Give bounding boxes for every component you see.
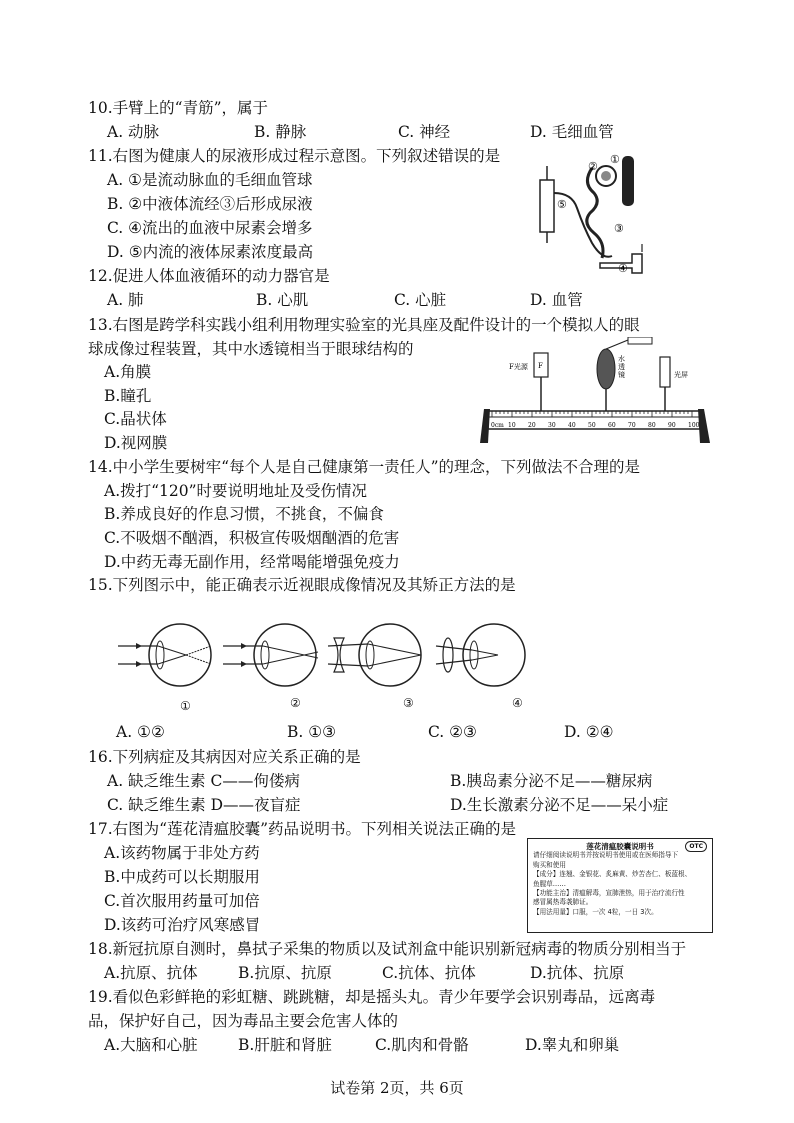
leaflet-line-7: 【用法用量】口服，一次 4粒，一日 3次。: [533, 907, 658, 916]
label-5: ⑤: [557, 198, 567, 211]
ruler-tick-label: 90: [668, 422, 676, 429]
eye-diagram-1: [118, 624, 211, 686]
leaflet-line-6: 感冒属热毒袭肺证。: [533, 898, 593, 907]
question-19-stem-line1: 19.看似色彩鲜艳的彩虹糖、跳跳糖，却是摇头丸。青少年要学会识别毒品，远离毒: [88, 988, 656, 1006]
ruler-tick-label: 100: [688, 422, 700, 429]
q19-option-b: B.肝脏和肾脏: [238, 1036, 332, 1054]
question-11-stem: 11.右图为健康人的尿液形成过程示意图。下列叙述错误的是: [88, 147, 501, 165]
question-12-stem: 12.促进人体血液循环的动力器官是: [88, 267, 330, 285]
label-3: ③: [614, 222, 624, 235]
ruler-tick-label: 30: [548, 422, 556, 429]
q15-option-c: C. ②③: [428, 723, 477, 741]
leaflet-line-5: 【功能主治】清瘟解毒，宣肺泄热，用于治疗流行性: [533, 889, 685, 898]
otc-badge: OTC: [685, 841, 707, 852]
eye-label-3: ③: [403, 696, 414, 710]
question-13-stem-line2: 球成像过程装置，其中水透镜相当于眼球结构的: [88, 340, 414, 358]
q12-option-c: C. 心脏: [394, 291, 447, 309]
q18-option-b: B.抗原、抗原: [238, 964, 332, 982]
q11-option-a: A. ①是流动脉血的毛细血管球: [107, 171, 313, 189]
q18-option-a: A.抗原、抗体: [104, 964, 198, 982]
q14-option-d: D.中药无毒无副作用，经常喝能增强免疫力: [104, 553, 400, 571]
q10-option-b: B. 静脉: [254, 123, 307, 141]
question-18-stem: 18.新冠抗原自测时，鼻拭子采集的物质以及试剂盒中能识别新冠病毒的物质分别相当于: [88, 940, 687, 958]
q17-option-b: B.中成药可以长期服用: [104, 868, 260, 886]
question-14-stem: 14.中小学生要树牢“每个人是自己健康第一责任人”的理念，下列做法不合理的是: [88, 458, 641, 476]
eye-label-4: ④: [512, 696, 523, 710]
q13-option-b: B.瞳孔: [104, 387, 152, 405]
q12-option-d: D. 血管: [530, 291, 583, 309]
f-label: F: [538, 362, 543, 370]
q10-option-d: D. 毛细血管: [530, 123, 614, 141]
ruler-start-label: 0cm: [491, 422, 504, 429]
question-19-stem-line2: 品，保护好自己，因为毒品主要会危害人体的: [88, 1012, 399, 1030]
water-lens-label: 水透镜: [618, 355, 625, 379]
q15-option-a: A. ①②: [116, 723, 165, 741]
q15-option-b: B. ①③: [287, 723, 337, 741]
q11-option-b: B. ②中液体流经③后形成尿液: [107, 195, 313, 213]
question-17-stem: 17.右图为“莲花清瘟胶囊”药品说明书。下列相关说法正确的是: [88, 820, 517, 838]
q13-option-c: C.晶状体: [104, 410, 167, 428]
q17-option-a: A.该药物属于非处方药: [104, 844, 260, 862]
q16-option-d: D.生长激素分泌不足——呆小症: [450, 796, 669, 814]
q18-option-d: D.抗体、抗原: [530, 964, 625, 982]
q11-option-d: D. ⑤内流的液体尿素浓度最高: [107, 243, 314, 261]
label-4: ④: [618, 262, 628, 275]
nephron-diagram: [532, 148, 662, 280]
question-13-stem-line1: 13.右图是跨学科实践小组利用物理实验室的光具座及配件设计的一个模拟人的眼: [88, 316, 640, 334]
q12-option-b: B. 心肌: [256, 291, 309, 309]
ruler-tick-label: 20: [528, 422, 536, 429]
ruler-tick-label: 60: [608, 422, 616, 429]
q14-option-b: B.养成良好的作息习惯，不挑食，不偏食: [104, 505, 384, 523]
leaflet-line-1: 请仔细阅读说明书并按说明书使用或在医师指导下: [533, 851, 679, 860]
q16-option-b: B.胰岛素分泌不足——糖尿病: [450, 772, 653, 790]
q13-option-a: A.角膜: [104, 363, 152, 381]
optical-bench-diagram: [478, 337, 710, 449]
ruler-tick-label: 80: [648, 422, 656, 429]
ruler-tick-label: 70: [628, 422, 636, 429]
q17-option-d: D.该药可治疗风寒感冒: [104, 916, 261, 934]
page-footer: 试卷第 2页，共 6页: [330, 1079, 464, 1097]
eye-label-2: ②: [290, 696, 301, 710]
question-15-stem: 15.下列图示中，能正确表示近视眼成像情况及其矫正方法的是: [88, 576, 516, 594]
ruler-tick-label: 10: [508, 422, 516, 429]
q16-option-a: A. 缺乏维生素 C——佝偻病: [107, 772, 300, 790]
question-10-stem: 10.手臂上的“青筋”，属于: [88, 99, 268, 117]
q12-option-a: A. 肺: [107, 291, 144, 309]
q19-option-a: A.大脑和心脏: [104, 1036, 198, 1054]
leaflet-title: [533, 842, 707, 851]
q14-option-c: C.不吸烟不酗酒，积极宣传吸烟酗酒的危害: [104, 529, 400, 547]
label-1: ①: [610, 153, 620, 166]
q19-option-c: C.肌肉和骨骼: [375, 1036, 469, 1054]
eye-diagram-4: [436, 624, 525, 686]
q10-option-a: A. 动脉: [107, 123, 160, 141]
q13-option-d: D.视网膜: [104, 434, 168, 452]
leaflet-line-2: 购买和使用: [533, 860, 566, 869]
light-source-label: F光源: [509, 363, 528, 371]
q16-option-c: C. 缺乏维生素 D——夜盲症: [107, 796, 301, 814]
q15-option-d: D. ②④: [564, 723, 614, 741]
leaflet-title-text: 莲花清瘟胶囊说明书: [586, 842, 654, 851]
eye-diagram-2: [223, 624, 318, 686]
ruler-tick-label: 40: [568, 422, 576, 429]
leaflet-line-4: 鱼腥草……: [533, 879, 566, 888]
q14-option-a: A.拨打“120”时要说明地址及受伤情况: [104, 482, 368, 500]
q18-option-c: C.抗体、抗体: [382, 964, 476, 982]
eye-label-1: ①: [180, 699, 191, 713]
q17-option-c: C.首次服用药量可加倍: [104, 892, 260, 910]
screen-label: 光屏: [674, 371, 688, 379]
eye-diagram-3: [328, 624, 421, 686]
label-2: ②: [588, 160, 598, 173]
q10-option-c: C. 神经: [398, 123, 451, 141]
eye-diagrams: [118, 620, 548, 700]
q11-option-c: C. ④流出的血液中尿素会增多: [107, 219, 313, 237]
leaflet-line-3: 【成分】连翘、金银花、炙麻黄、炒苦杏仁、板蓝根、: [533, 870, 692, 879]
drug-leaflet: [527, 838, 713, 933]
question-16-stem: 16.下列病症及其病因对应关系正确的是: [88, 748, 361, 766]
q19-option-d: D.睾丸和卵巢: [525, 1036, 620, 1054]
ruler-tick-label: 50: [588, 422, 596, 429]
